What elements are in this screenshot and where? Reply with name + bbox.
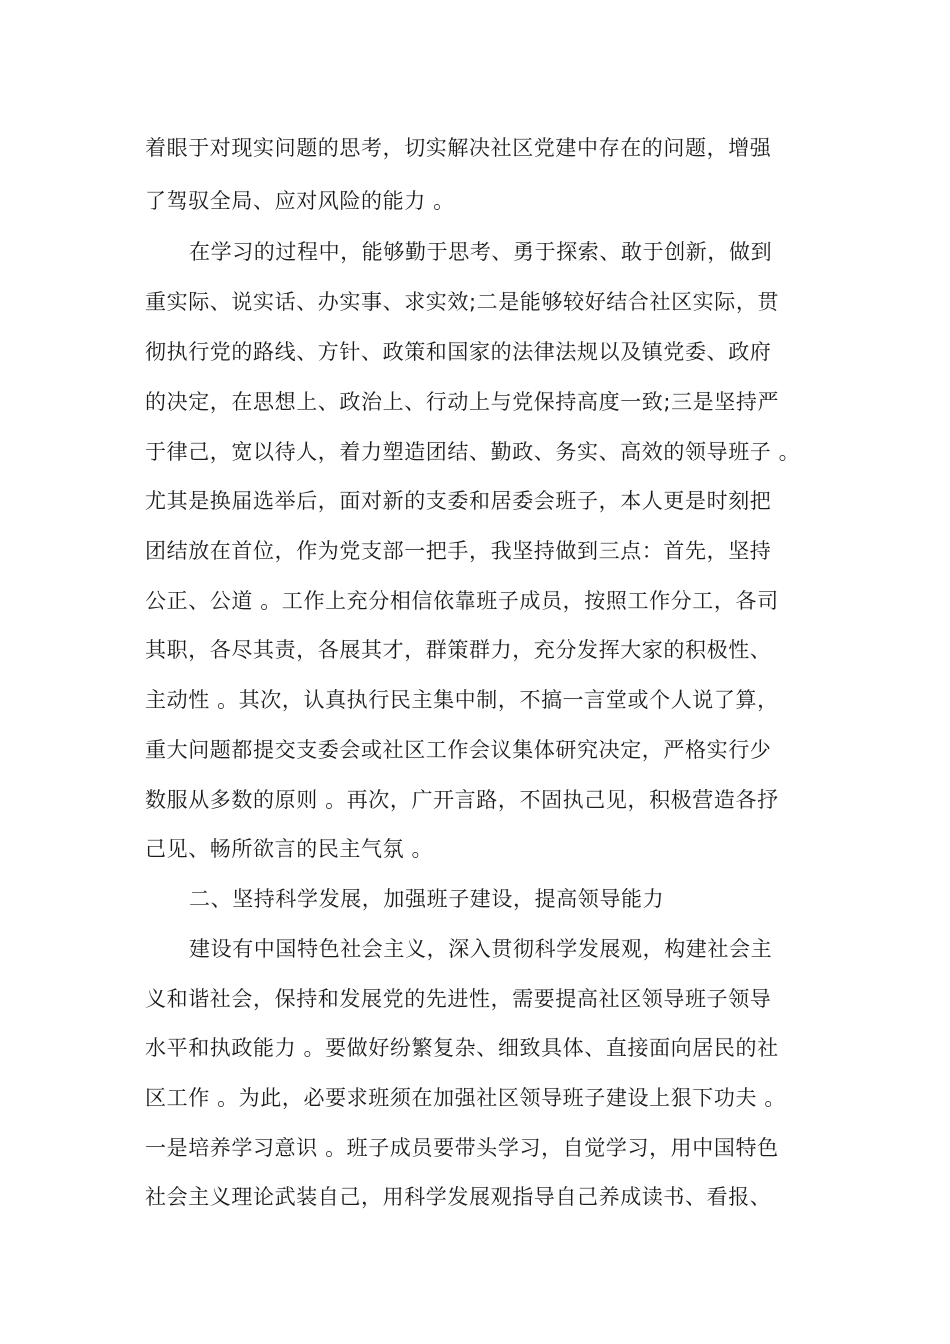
text-line: 团结放在首位，作为党支部一把手，我坚持做到三点：首先，坚持	[145, 539, 772, 563]
text-line: 重大问题都提交支委会或社区工作会议集体研究决定，严格实行少	[145, 738, 772, 762]
text-line: 区工作 。为此，必要求班须在加强社区领导班子建设上狠下功夫 。	[145, 1086, 786, 1110]
text-line: 尤其是换届选举后，面对新的支委和居委会班子，本人更是时刻把	[145, 489, 772, 513]
text-line: 其职，各尽其责，各展其才，群策群力，充分发挥大家的积极性、	[145, 638, 772, 662]
text-line: 了驾驭全局、应对风险的能力 。	[145, 189, 455, 213]
text-line: 社会主义理论武装自己，用科学发展观指导自己养成读书、看报、	[145, 1185, 772, 1209]
text-line: 重实际、说实话、办实事、求实效;二是能够较好结合社区实际，贯	[145, 290, 780, 314]
paragraph-first-line: 建设有中国特色社会主义，深入贯彻科学发展观，构建社会主	[189, 937, 773, 961]
text-line: 一是培养学习意识 。班子成员要带头学习，自觉学习，用中国特色	[145, 1136, 779, 1160]
text-line: 数服从多数的原则 。再次，广开言路，不固执己见，积极营造各抒	[145, 788, 779, 812]
text-line: 彻执行党的路线、方针、政策和国家的法律法规以及镇党委、政府	[145, 340, 772, 364]
text-line: 的决定，在思想上、政治上、行动上与党保持高度一致;三是坚持严	[145, 390, 780, 414]
text-line: 己见、畅所欲言的民主气氛 。	[145, 837, 434, 861]
text-line: 水平和执政能力 。要做好纷繁复杂、细致具体、直接面向居民的社	[145, 1036, 779, 1060]
section-heading: 二、坚持科学发展，加强班子建设，提高领导能力	[189, 887, 665, 911]
text-line: 着眼于对现实问题的思考，切实解决社区党建中存在的问题，增强	[145, 136, 772, 160]
text-line: 主动性 。其次，认真执行民主集中制，不搞一言堂或个人说了算，	[145, 688, 779, 712]
text-line: 于律己，宽以待人，着力塑造团结、勤政、务实、高效的领导班子 。	[145, 440, 801, 464]
paragraph-first-line: 在学习的过程中，能够勤于思考、勇于探索、敢于创新，做到	[189, 240, 773, 264]
text-line: 义和谐社会，保持和发展党的先进性，需要提高社区领导班子领导	[145, 987, 772, 1011]
text-line: 公正、公道 。工作上充分相信依靠班子成员，按照工作分工，各司	[145, 589, 779, 613]
